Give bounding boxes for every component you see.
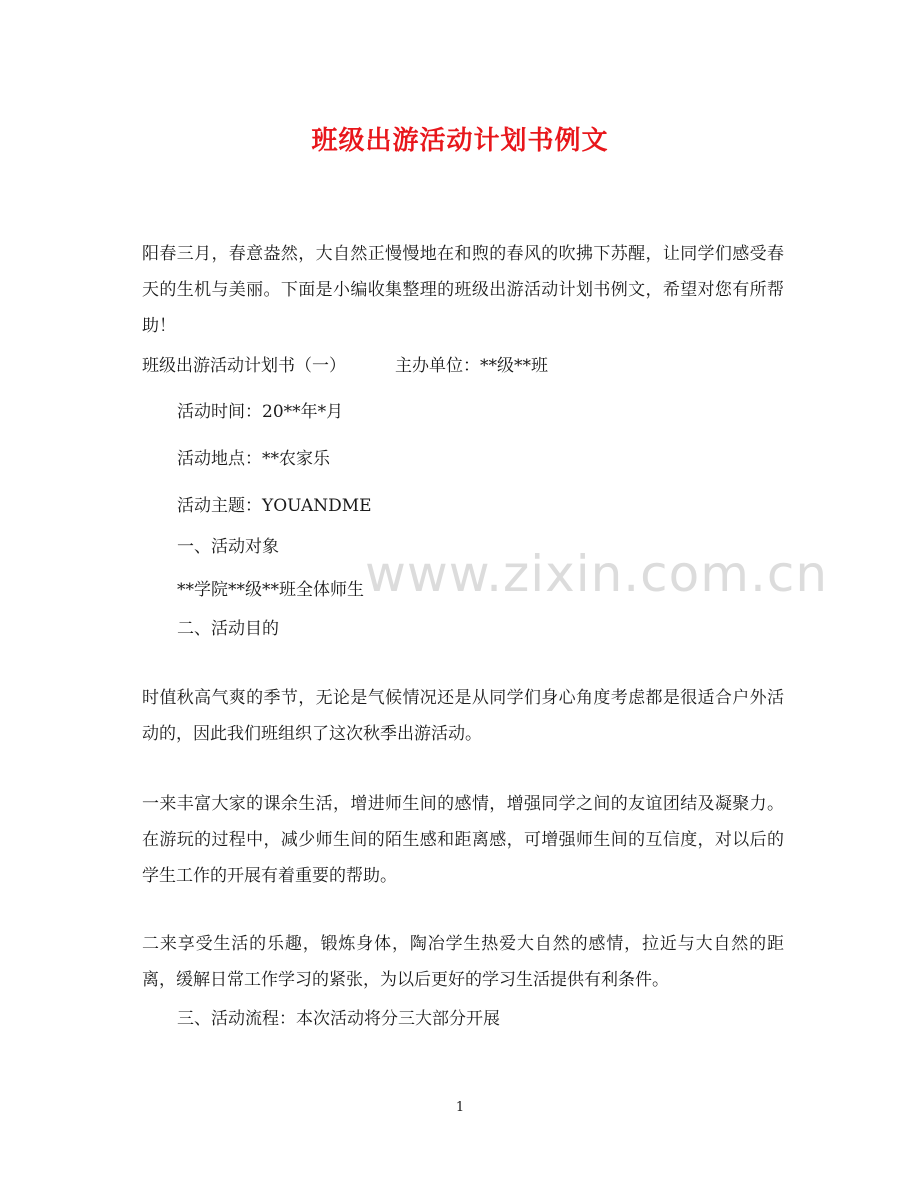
purpose-paragraph-3: 二来享受生活的乐趣，锻炼身体，陶冶学生热爱大自然的感情，拉近与大自然的距离，缓解日常工作学习的紧张，为以后更好的学习生活提供有利条件。 [142,934,784,990]
item3-heading: 三、活动流程：本次活动将分三大部分开展 [177,1009,500,1029]
theme-line: 活动主题：YOUANDME [177,496,372,516]
time-line: 活动时间：20**年*月 [177,402,344,422]
document-title: 班级出游活动计划书例文 [311,126,609,156]
purpose-paragraph-2: 一来丰富大家的课余生活，增进师生间的感情，增强同学之间的友谊团结及凝聚力。在游玩的过程中，减少师生间的陌生感和距离感，可增强师生间的互信度，对以后的学生工作的开展有着重要的帮助。 [142,794,784,886]
location-line: 活动地点：**农家乐 [177,449,330,469]
page-number: 1 [455,1100,465,1115]
organizer-line: 主办单位：**级**班 [395,356,548,376]
section-heading: 班级出游活动计划书（一） [142,356,346,376]
intro-paragraph: 阳春三月，春意盎然，大自然正慢慢地在和煦的春风的吹拂下苏醒，让同学们感受春天的生机与美丽。下面是小编收集整理的班级出游活动计划书例文，希望对您有所帮助！ [142,244,784,336]
item1-heading: 一、活动对象 [177,537,279,557]
item1-body: **学院**级**班全体师生 [177,580,364,600]
watermark: www.zixin.com.cn [365,545,829,603]
purpose-paragraph-1: 时值秋高气爽的季节，无论是气候情况还是从同学们身心角度考虑都是很适合户外活动的，因此我们班组织了这次秋季出游活动。 [142,688,784,744]
item2-heading: 二、活动目的 [177,619,279,639]
